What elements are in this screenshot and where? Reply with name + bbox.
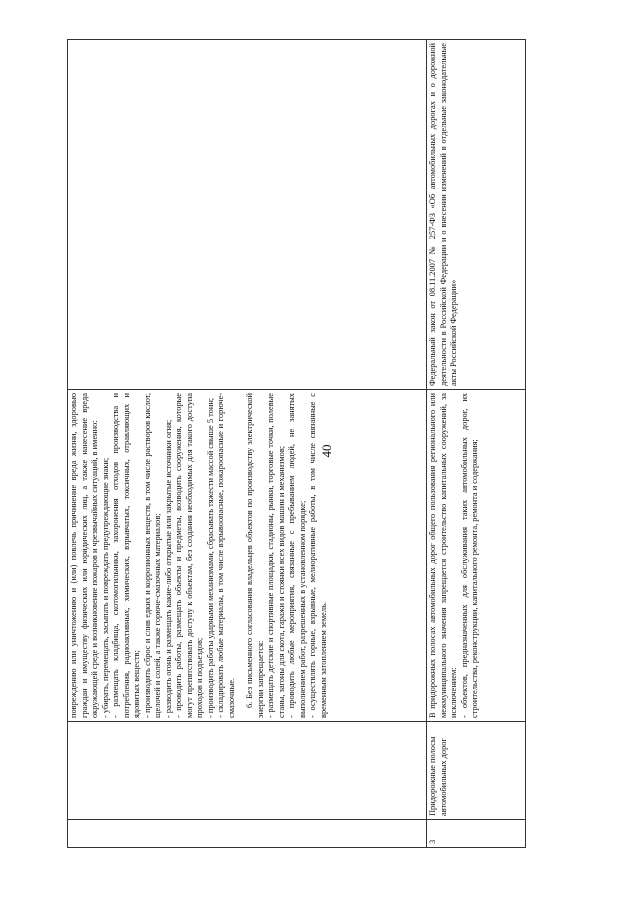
requirement-paragraph: - осуществлять горные, взрывные, мелиоративные работы, в том числе связанные с временным затоплением земель. [308, 393, 328, 718]
requirement-paragraph: - размещать кладбища, скотомогильники, захоронения отходов производства и потребления, радиоактивных, химических, взрывчатых, токсичных, отравляющих и ядовитых веществ; [111, 393, 141, 718]
table-row-3 [427, 40, 526, 848]
cell-zone-name [68, 722, 427, 820]
requirement-paragraph: - производить работы ударными механизмами, сбрасывать тяжести массой свыше 5 тонн; [205, 397, 215, 718]
cell-requirements [427, 390, 526, 722]
requirement-paragraph: - убирать, перемещать, засыпать и повреждать предупреждающие знаки; [100, 457, 110, 718]
cell-zone-name: Придорожные полосы автомобильных дорог [427, 722, 526, 820]
requirement-paragraph: - объектов, предназначенных для обслуживания таких автомобильных дорог, их строительства, реконструкции, капитального ремонта, ремонта и содержания; [459, 393, 479, 718]
cell-number: 3 [427, 820, 526, 848]
requirement-paragraph: - производить сброс и слив едких и коррозионных веществ, в том числе растворов кислот, щелочей и солей, а также горюче-смазочных материалов; [142, 393, 162, 718]
requirement-paragraph: повреждению или уничтожению и (или) повлечь причинение вреда жизни, здоровью граждан и имуществу физических или юридических лиц, а также нанесение вреда окружающей среде и возникновение пожаров и чрезвычайных ситуаций, в именно: [69, 393, 99, 718]
zones-table [67, 39, 526, 848]
requirement-paragraph: В придорожных полосах автомобильных дорог общего пользования регионального или межмуниципального значения запрещается строительство капитальных сооружений, за исключением: [428, 393, 458, 718]
requirement-paragraph: 6. Без письменного согласования владельцев объектов по производству электрической энергии запрещается: [245, 393, 265, 718]
cell-requirements [68, 390, 427, 722]
requirement-paragraph: - складировать любые материалы, в том числе взрывоопасные, пожароопасные и горюче-смазочные. [216, 393, 236, 718]
requirement-paragraph: - разводить огонь и размещать какие-либо открытые или закрытые источники огня; [163, 419, 173, 718]
table-row-continued [68, 40, 427, 848]
requirement-paragraph: - проводить любые мероприятия, связанные с пребыванием людей, не занятых выполнением работ, разрешенных в установленном порядке; [287, 393, 307, 718]
requirement-paragraph: - проводить работы, размещать объекты и предметы, возводить сооружения, которые могут препятствовать доступу к объектам, без создания необходимых для такого доступа проходов и подъездов; [174, 393, 204, 718]
cell-legal-basis: Федеральный закон от 08.11.2007 № 257-ФЗ «Об автомобильных дорогах и о дорожной деятельности в Российской Федерации и о внесении изменений в отдельные законодательные акты Российской Федерации» [427, 40, 526, 390]
requirement-paragraph: - размещать детские и спортивные площадки, стадионы, рынки, торговые точки, полевые станы, загоны для скота, гаражи и стоянки всех видов машин и механизмов; [266, 393, 286, 718]
page-number: 40 [319, 444, 334, 458]
cell-legal-basis [68, 40, 427, 390]
rotated-table-wrapper [67, 40, 521, 848]
cell-number [68, 820, 427, 848]
